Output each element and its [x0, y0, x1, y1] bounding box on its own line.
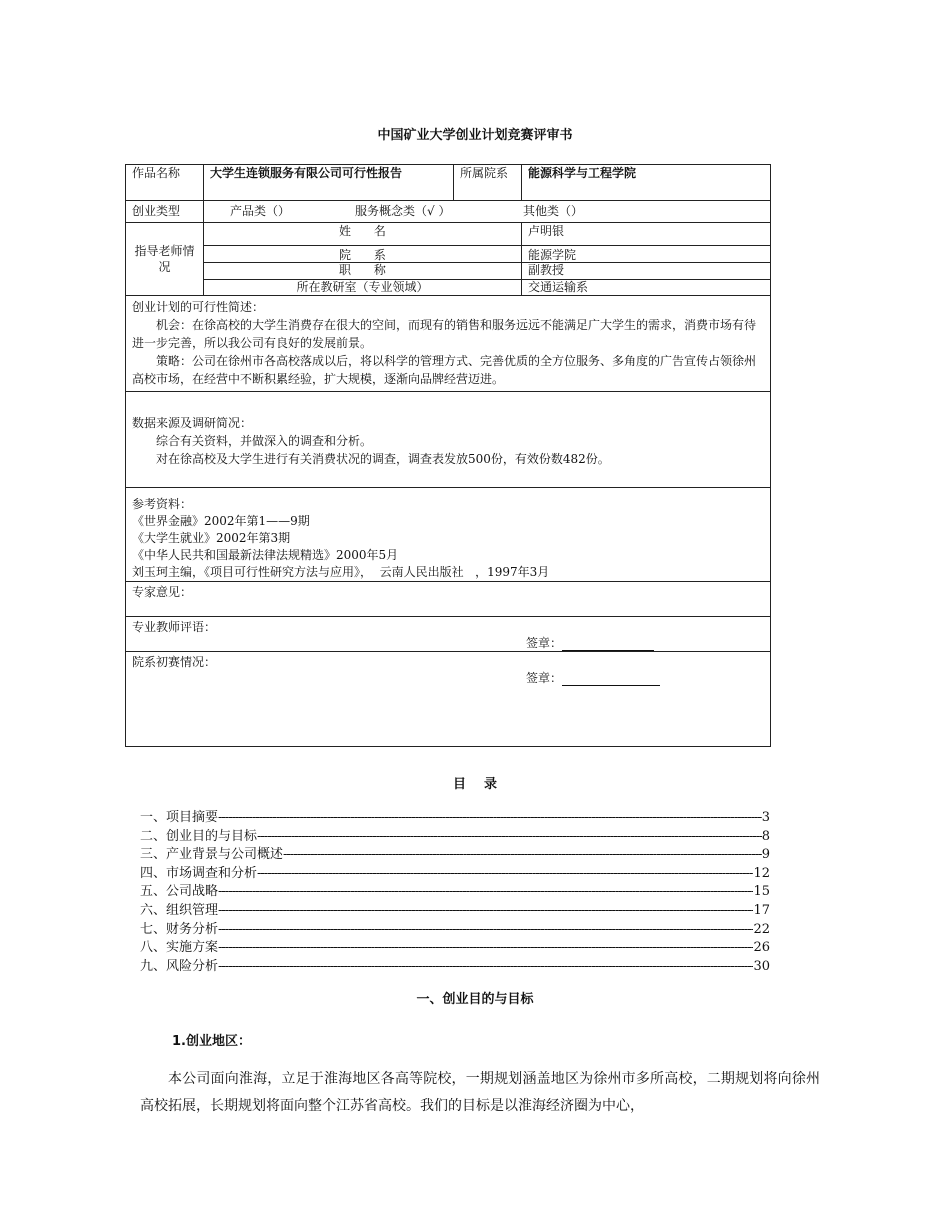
toc-leader: [218, 883, 753, 902]
toc-item-page: 17: [753, 902, 770, 918]
data-source-p1: 综合有关资料，并做深入的调查和分析。: [156, 434, 373, 448]
review-form-table: [125, 164, 771, 747]
section-paragraph: 本公司面向淮海，立足于淮海地区各高等院校，一期规划涵盖地区为徐州市多所高校，二期规划将向徐州高校拓展，长期规划将面向整个江苏省高校。我们的目标是以淮海经济圈为中心，: [140, 1071, 820, 1114]
toc-item[interactable]: [140, 902, 770, 921]
data-source-cell: [126, 392, 771, 488]
dept-label: 所属院系: [454, 165, 522, 201]
dept-sign-line: [562, 673, 660, 686]
teacher-comment-cell: [126, 617, 771, 652]
toc-leader: [218, 809, 762, 828]
advisor-dept-label: 院 系: [204, 246, 522, 263]
toc-leader: [257, 828, 762, 847]
dept-sign-label: 签章：: [526, 671, 563, 685]
section-subheading: 1.创业地区：: [172, 1034, 251, 1049]
toc-item-label: 六、组织管理: [140, 902, 219, 918]
toc-item[interactable]: [140, 883, 770, 902]
toc-item-page: 3: [761, 810, 770, 825]
table-of-contents: [140, 809, 770, 976]
dept-signature: [526, 670, 660, 686]
toc-item[interactable]: [140, 865, 770, 884]
toc-leader: [257, 865, 753, 884]
reference-item: 《世界金融》2002年第1——9期: [132, 514, 310, 528]
advisor-dept-value: 能源学院: [522, 246, 771, 263]
reference-item: 《大学生就业》2002年第3期: [132, 531, 291, 545]
dept-review-cell: [126, 652, 771, 747]
advisor-office-value: 交通运输系: [522, 280, 771, 296]
work-name-value: 大学生连锁服务有限公司可行性报告: [204, 165, 454, 201]
toc-item[interactable]: [140, 846, 770, 865]
type-other: 其他类（）: [523, 204, 584, 218]
toc-item-label: 二、创业目的与目标: [140, 828, 258, 844]
advisor-label: 指导老师情况: [126, 223, 204, 296]
feasibility-cell: [126, 296, 771, 392]
expert-opinion-label: 专家意见：: [132, 585, 193, 599]
advisor-name-value: 卢明银: [522, 223, 771, 246]
toc-leader: [218, 958, 753, 977]
advisor-name-label: 姓 名: [204, 223, 522, 246]
toc-leader: [218, 902, 753, 921]
toc-leader: [218, 921, 753, 940]
data-source-p2: 对在徐高校及大学生进行有关消费状况的调查，调查表发放500份，有效份数482份。: [156, 452, 610, 466]
toc-item-page: 9: [761, 847, 770, 863]
toc-item-page: 30: [753, 958, 770, 974]
expert-opinion-cell: [126, 582, 771, 617]
references-cell: [126, 488, 771, 582]
type-label: 创业类型: [126, 201, 204, 223]
toc-item-page: 22: [753, 921, 770, 937]
toc-item-label: 五、公司战略: [140, 884, 219, 900]
page-title: 中国矿业大学创业计划竞赛评审书: [377, 128, 573, 143]
type-options: [204, 201, 771, 223]
toc-item-label: 四、市场调查和分析: [140, 865, 258, 881]
section-heading: 一、创业目的与目标: [416, 992, 534, 1007]
feasibility-opportunity: 机会：在徐高校的大学生消费存在很大的空间，而现有的销售和服务远远不能满足广大学生的需求，消费市场有待进一步完善，所以我公司有良好的发展前景。: [132, 318, 757, 350]
reference-item: 刘玉珂主编，《项目可行性研究方法与应用》， 云南人民出版社 ，1997年3月: [132, 565, 550, 579]
toc-item-label: 八、实施方案: [140, 940, 219, 956]
advisor-office-label: 所在教研室（专业领域）: [204, 280, 522, 296]
dept-value: 能源科学与工程学院: [522, 165, 771, 201]
toc-leader: [218, 939, 753, 958]
teacher-sign-label: 签章：: [526, 636, 563, 650]
toc-item[interactable]: [140, 828, 770, 847]
feasibility-strategy: 策略：公司在徐州市各高校落成以后，将以科学的管理方式、完善优质的全方位服务、多角度的广告宣传占领徐州高校市场，在经营中不断积累经验，扩大规模，逐渐向品牌经营迈进。: [132, 354, 757, 386]
toc-item[interactable]: [140, 958, 770, 977]
teacher-sign-line: [562, 638, 654, 651]
toc-item-label: 三、产业背景与公司概述: [140, 847, 284, 863]
toc-item[interactable]: [140, 939, 770, 958]
toc-item-label: 一、项目摘要: [140, 810, 219, 825]
toc-leader: [283, 846, 762, 865]
type-product: 产品类（）: [230, 204, 291, 218]
toc-item-page: 8: [761, 828, 770, 844]
toc-item-page: 26: [753, 940, 770, 956]
type-service: 服务概念类（√ ）: [355, 204, 451, 218]
references-label: 参考资料：: [132, 497, 193, 511]
toc-item-label: 七、财务分析: [140, 921, 219, 937]
advisor-title-label: 职 称: [204, 263, 522, 280]
teacher-comment-label: 专业教师评语：: [132, 620, 217, 634]
toc-title: 目 录: [452, 777, 498, 792]
toc-item[interactable]: [140, 809, 770, 828]
teacher-signature: [526, 635, 654, 651]
toc-item-page: 12: [753, 865, 770, 881]
dept-review-label: 院系初赛情况：: [132, 655, 217, 669]
work-name-label: 作品名称: [126, 165, 204, 201]
advisor-title-value: 副教授: [522, 263, 771, 280]
toc-item[interactable]: [140, 921, 770, 940]
toc-item-label: 九、风险分析: [140, 958, 219, 974]
feasibility-label: 创业计划的可行性简述：: [132, 300, 265, 314]
toc-item-page: 15: [753, 884, 770, 900]
data-source-label: 数据来源及调研简况：: [132, 416, 253, 430]
reference-item: 《中华人民共和国最新法律法规精选》2000年5月: [132, 548, 399, 562]
